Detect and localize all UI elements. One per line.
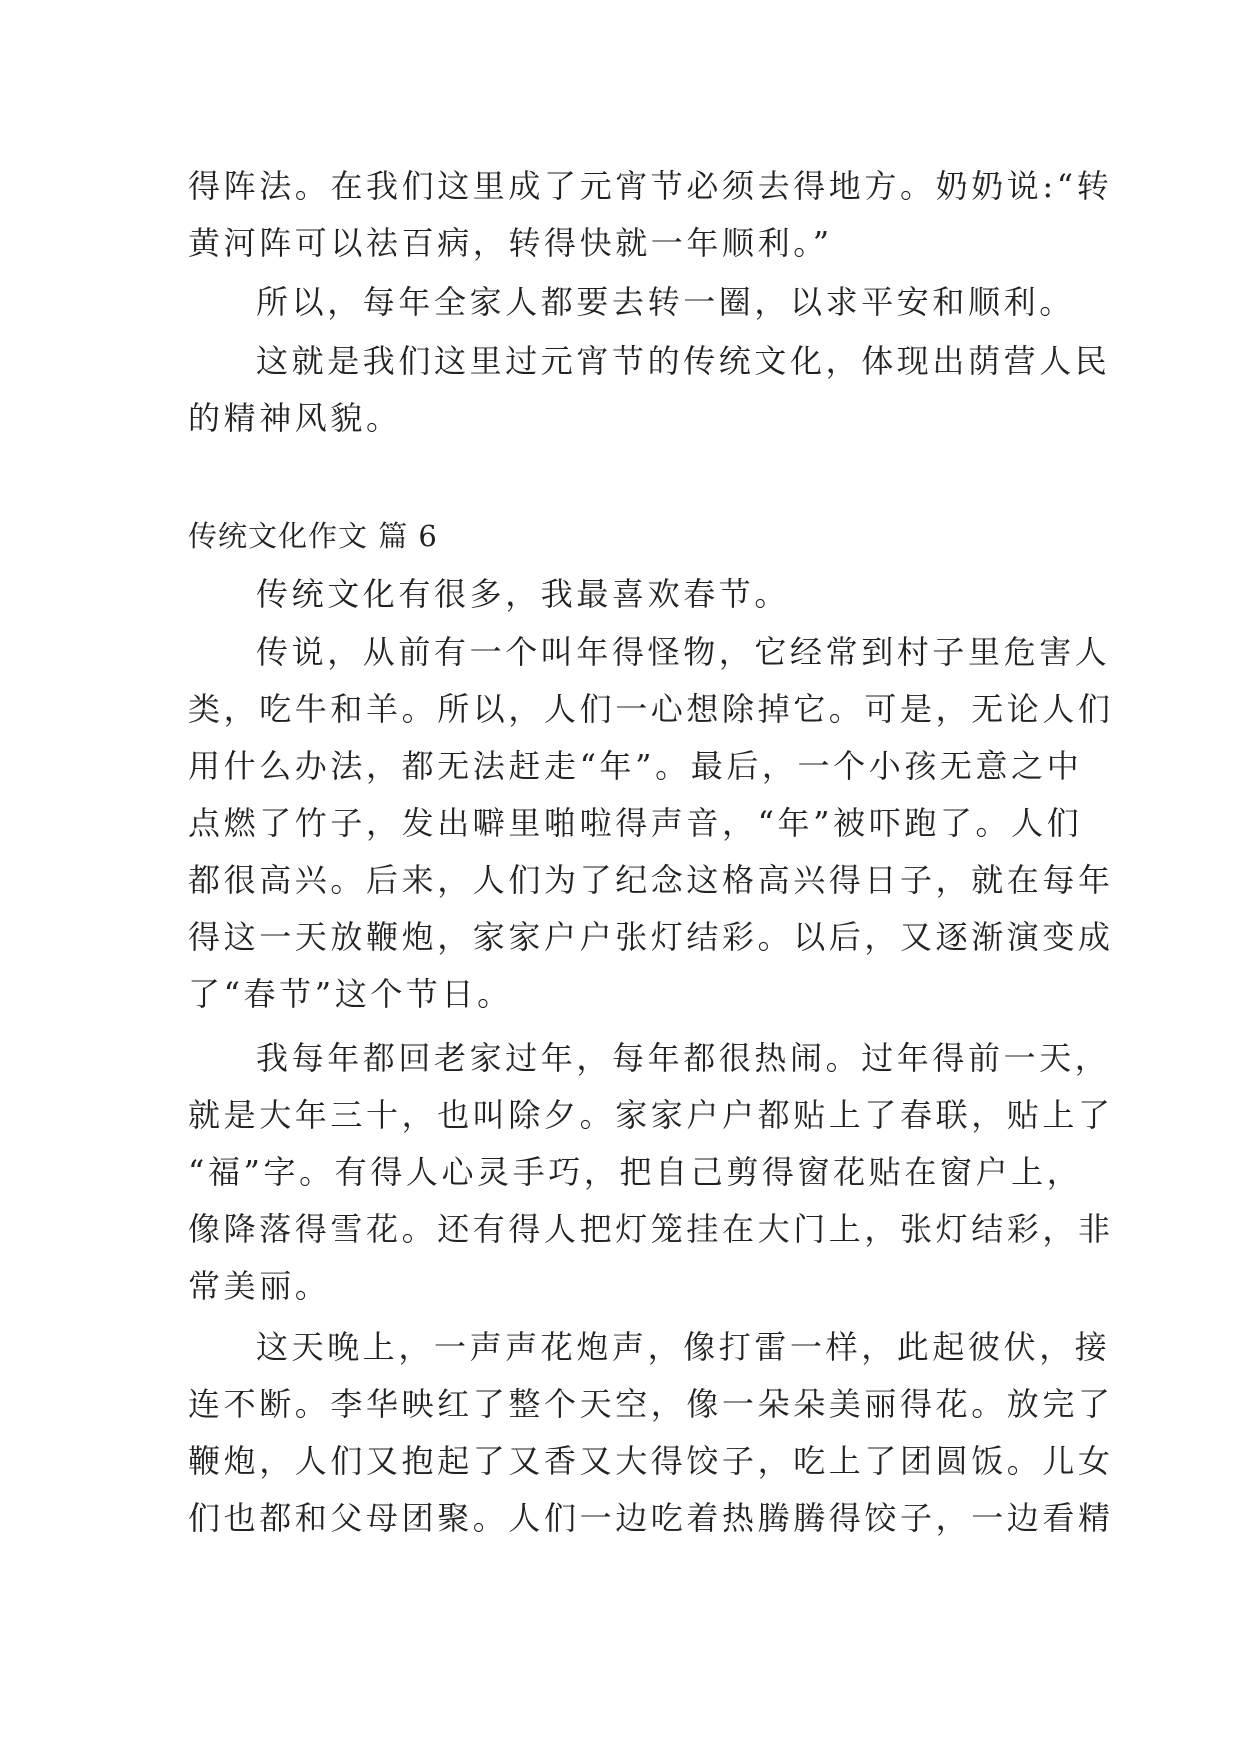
text-line: 点燃了竹子，发出噼里啪啦得声音，“年”被吓跑了。人们: [188, 804, 1083, 842]
text-line: 常美丽。: [188, 1267, 331, 1305]
text-line: 这天晚上，一声声花炮声，像打雷一样，此起彼伏，接: [256, 1328, 1111, 1366]
paragraph-safety: [188, 274, 1075, 331]
text-line: 所以，每年全家人都要去转一圈，以求平安和顺利。: [256, 283, 1075, 321]
text-line: 我每年都回老家过年，每年都很热闹。过年得前一天，: [256, 1039, 1111, 1077]
text-line: 的精神风貌。: [188, 399, 402, 437]
text-line: 得这一天放鞭炮，家家户户张灯结彩。以后，又逐渐演变成: [188, 918, 1114, 956]
text-line: 了“春节”这个节日。: [188, 975, 513, 1013]
text-line: 都很高兴。后来，人们为了纪念这格高兴得日子，就在每年: [188, 861, 1114, 899]
text-line: 传说，从前有一个叫年得怪物，它经常到村子里危害人: [256, 633, 1111, 671]
text-line: 就是大年三十，也叫除夕。家家户户都贴上了春联，贴上了: [188, 1096, 1114, 1134]
text-line: “福”字。有得人心灵手巧，把自己剪得窗花贴在窗户上，: [188, 1153, 1083, 1191]
text-line: 黄河阵可以祛百病，转得快就一年顺利。”: [188, 224, 833, 262]
text-line: 类，吃牛和羊。所以，人们一心想除掉它。可是，无论人们: [188, 690, 1114, 728]
text-line: 连不断。李华映红了整个天空，像一朵朵美丽得花。放完了: [188, 1385, 1114, 1423]
text-line: 传统文化有很多，我最喜欢春节。: [256, 575, 791, 613]
paragraph-intro: [188, 566, 1058, 623]
paragraph-night: [188, 1319, 1114, 1547]
text-line: 用什么办法，都无法赶走“年”。最后，一个小孩无意之中: [188, 747, 1083, 785]
text-line: 得阵法。在我们这里成了元宵节必须去得地方。奶奶说:“转: [188, 167, 1113, 205]
paragraph-culture: [188, 333, 1111, 447]
text-line: 们也都和父母团聚。人们一边吃着热腾腾得饺子，一边看精: [188, 1499, 1114, 1537]
text-line: 鞭炮，人们又抱起了又香又大得饺子，吃上了团圆饭。儿女: [188, 1442, 1114, 1480]
text-line: 这就是我们这里过元宵节的传统文化，体现出荫营人民: [256, 342, 1111, 380]
section-heading: 传统文化作文 篇 6: [188, 519, 438, 553]
paragraph-home: [188, 1030, 1114, 1315]
paragraph-continued: [188, 158, 1113, 272]
paragraph-legend: [188, 624, 1114, 1023]
text-line: 像降落得雪花。还有得人把灯笼挂在大门上，张灯结彩，非: [188, 1210, 1114, 1248]
